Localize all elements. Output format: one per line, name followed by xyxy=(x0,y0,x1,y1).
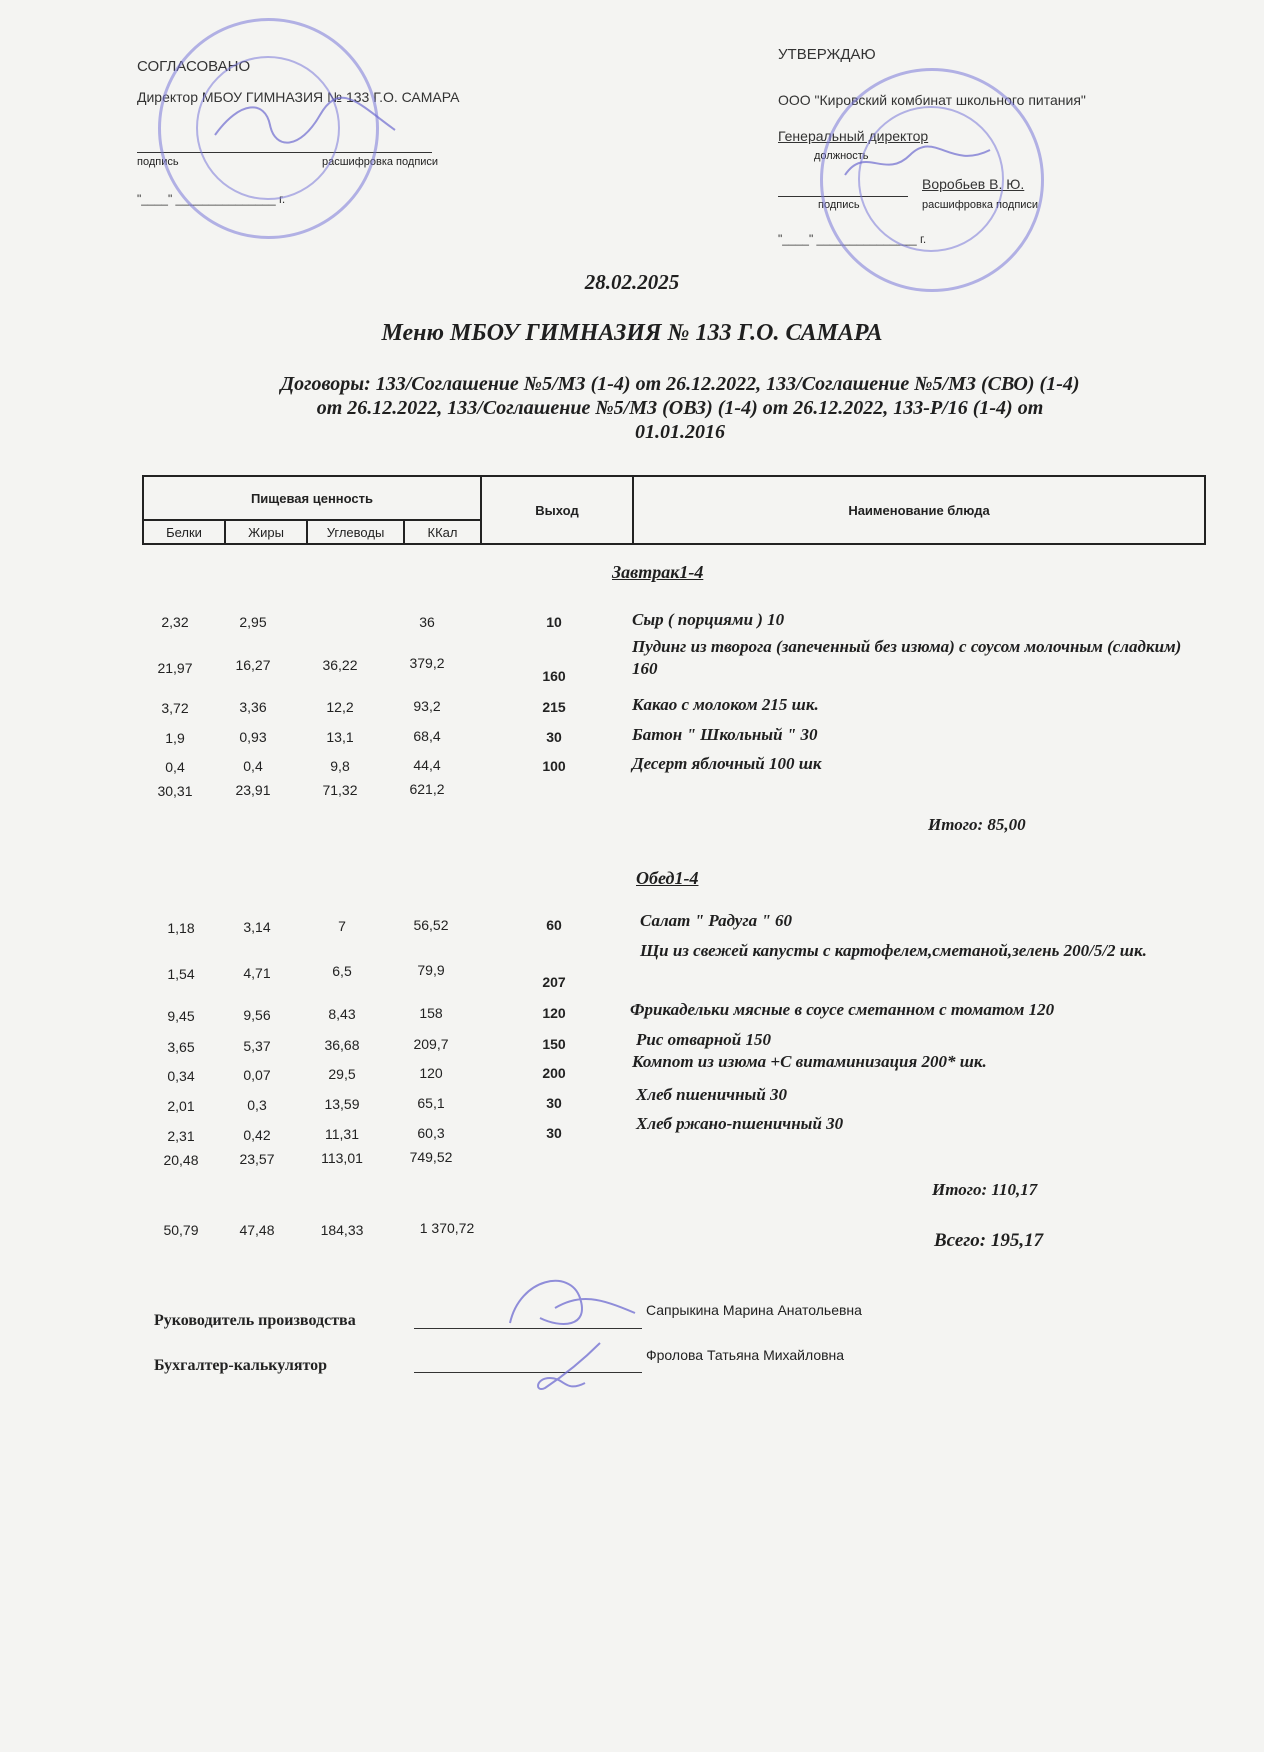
output: 100 xyxy=(542,758,566,774)
col-proteins: Белки xyxy=(143,520,225,544)
dish-name: Фрикадельки мясные в соусе сметанном с томатом 120 xyxy=(630,1000,1055,1019)
fats: 3,36 xyxy=(239,699,267,715)
dish-name-header: Наименование блюда xyxy=(633,476,1205,544)
fats: 0,3 xyxy=(247,1097,267,1113)
dish-name: Хлеб пшеничный 30 xyxy=(636,1085,788,1104)
fats-total: 23,91 xyxy=(235,782,271,798)
dish-name: Хлеб ржано-пшеничный 30 xyxy=(636,1114,844,1133)
ceo-signature xyxy=(840,140,1000,190)
carbs: 13,59 xyxy=(324,1096,360,1112)
carbs: 36,22 xyxy=(322,657,358,673)
kcal: 65,1 xyxy=(417,1095,445,1111)
output: 215 xyxy=(542,699,566,715)
dish-name: Пудинг из творога (запеченный без изюма) с соусом молочным (сладким) 160 xyxy=(632,637,1182,678)
fats: 0,4 xyxy=(243,758,263,774)
approval-heading: УТВЕРЖДАЮ xyxy=(778,46,876,63)
proteins: 9,45 xyxy=(167,1008,195,1024)
output: 10 xyxy=(546,614,562,630)
proteins-total: 30,31 xyxy=(157,783,193,799)
carbs: 6,5 xyxy=(332,963,352,979)
signature-name: Сапрыкина Марина Анатольевна xyxy=(646,1302,862,1318)
fats: 3,14 xyxy=(243,919,271,935)
carbs-grand-total: 184,33 xyxy=(320,1222,364,1238)
grand-price: Всего: 195,17 xyxy=(934,1230,1044,1251)
carbs-total: 71,32 xyxy=(322,782,358,798)
dish-name: Сыр ( порциями ) 10 xyxy=(632,610,785,629)
output: 160 xyxy=(542,668,566,684)
kcal-grand-total: 1 370,72 xyxy=(419,1220,475,1236)
output-header: Выход xyxy=(481,476,633,544)
kcal: 379,2 xyxy=(409,655,445,671)
dish-name: Батон " Школьный " 30 xyxy=(632,725,818,744)
kcal: 120 xyxy=(419,1065,443,1081)
carbs: 8,43 xyxy=(328,1006,356,1022)
fats: 0,07 xyxy=(243,1067,271,1083)
proteins-grand-total: 50,79 xyxy=(163,1222,199,1238)
proteins: 3,65 xyxy=(167,1039,195,1055)
carbs: 12,2 xyxy=(326,699,354,715)
approval-org: ООО "Кировский комбинат школьного питания" xyxy=(778,92,1086,108)
fats: 0,93 xyxy=(239,729,267,745)
date-line: "____" _______________ г. xyxy=(778,232,927,246)
contracts-line: от 26.12.2022, 133/Соглашение №5/МЗ (ОВЗ) (1-4) от 26.12.2022, 133-Р/16 (1-4) от xyxy=(316,397,1044,419)
table-header xyxy=(142,475,1206,545)
output: 150 xyxy=(542,1036,566,1052)
date-line: "____" _______________ г. xyxy=(137,192,286,206)
page-title: Меню МБОУ ГИМНАЗИЯ № 133 Г.О. САМАРА xyxy=(381,320,883,346)
kcal: 93,2 xyxy=(413,698,441,714)
signature-role: Бухгалтер-калькулятор xyxy=(154,1357,328,1374)
carbs-total: 113,01 xyxy=(321,1150,363,1166)
approval-name: Воробьев В. Ю. xyxy=(922,176,1025,192)
proteins-total: 20,48 xyxy=(163,1152,199,1168)
col-kcal: ККал xyxy=(404,520,481,544)
proteins: 2,32 xyxy=(161,614,189,630)
sign-label: подпись xyxy=(818,199,860,211)
carbs: 11,31 xyxy=(325,1126,359,1142)
kcal-total: 749,52 xyxy=(409,1149,453,1165)
dish-name: Салат " Радуга " 60 xyxy=(640,911,793,930)
kcal: 56,52 xyxy=(413,917,449,933)
dish-name: Компот из изюма +С витаминизация 200* шк. xyxy=(632,1052,987,1071)
contracts-line: 01.01.2016 xyxy=(635,421,725,443)
contracts xyxy=(150,372,1210,444)
proteins: 2,01 xyxy=(167,1098,195,1114)
proteins: 0,34 xyxy=(167,1068,195,1084)
production-head-signature xyxy=(500,1268,640,1338)
approval-position: Генеральный директор xyxy=(778,128,929,144)
section-price: Итого: 85,00 xyxy=(928,815,1026,834)
fats-grand-total: 47,48 xyxy=(239,1222,275,1238)
signature-role: Руководитель производства xyxy=(154,1312,356,1329)
fats: 16,27 xyxy=(235,657,271,673)
position-label: должность xyxy=(814,150,869,162)
accountant-signature xyxy=(530,1338,620,1398)
output: 207 xyxy=(542,974,566,990)
output: 120 xyxy=(542,1005,566,1021)
approval-position: Директор МБОУ ГИМНАЗИЯ № 133 Г.О. САМАРА xyxy=(137,89,460,105)
kcal: 60,3 xyxy=(417,1125,445,1141)
dish-name: Десерт яблочный 100 шк xyxy=(632,754,822,773)
kcal: 209,7 xyxy=(413,1036,449,1052)
proteins: 2,31 xyxy=(167,1128,195,1144)
output: 200 xyxy=(542,1065,566,1081)
section-title: Завтрак1-4 xyxy=(612,562,704,582)
carbs: 7 xyxy=(338,918,346,934)
contracts-line: Договоры: 133/Соглашение №5/МЗ (1-4) от 26.12.2022, 133/Соглашение №5/МЗ (СВО) (1-4) xyxy=(280,373,1080,395)
kcal: 79,9 xyxy=(417,962,445,978)
signature-name: Фролова Татьяна Михайловна xyxy=(646,1347,845,1363)
fats-total: 23,57 xyxy=(239,1151,275,1167)
carbs: 13,1 xyxy=(326,729,354,745)
approval-heading: СОГЛАСОВАНО xyxy=(137,58,251,75)
kcal: 158 xyxy=(419,1005,443,1021)
sign-label: подпись xyxy=(137,156,179,168)
dish-name: Рис отварной 150 xyxy=(636,1030,771,1049)
kcal: 44,4 xyxy=(413,757,441,773)
col-fats: Жиры xyxy=(225,520,307,544)
nutrition-header: Пищевая ценность xyxy=(143,476,481,520)
output: 30 xyxy=(546,729,562,745)
carbs: 9,8 xyxy=(330,758,350,774)
decode-label: расшифровка подписи xyxy=(922,199,1039,211)
proteins: 1,9 xyxy=(165,730,185,746)
proteins: 1,54 xyxy=(167,966,195,982)
fats: 5,37 xyxy=(243,1038,271,1054)
col-carbs: Углеводы xyxy=(307,520,404,544)
section-title: Обед1-4 xyxy=(636,868,699,888)
proteins: 21,97 xyxy=(157,660,193,676)
decode-label: расшифровка подписи xyxy=(322,156,439,168)
menu-date: 28.02.2025 xyxy=(584,270,680,294)
kcal: 68,4 xyxy=(413,728,441,744)
section-price: Итого: 110,17 xyxy=(932,1180,1038,1199)
fats: 4,71 xyxy=(243,965,271,981)
kcal: 36 xyxy=(419,614,435,630)
proteins: 3,72 xyxy=(161,700,189,716)
proteins: 1,18 xyxy=(167,920,195,936)
dish-name: Какао с молоком 215 шк. xyxy=(632,695,819,714)
dish-name: Щи из свежей капусты с картофелем,сметаной,зелень 200/5/2 шк. xyxy=(640,941,1147,960)
carbs: 36,68 xyxy=(324,1037,360,1053)
kcal-total: 621,2 xyxy=(409,781,445,797)
output: 60 xyxy=(546,917,562,933)
output: 30 xyxy=(546,1125,562,1141)
fats: 0,42 xyxy=(243,1127,271,1143)
output: 30 xyxy=(546,1095,562,1111)
fats: 2,95 xyxy=(239,614,267,630)
director-signature xyxy=(210,95,400,155)
fats: 9,56 xyxy=(243,1007,271,1023)
proteins: 0,4 xyxy=(165,759,185,775)
carbs: 29,5 xyxy=(328,1066,356,1082)
